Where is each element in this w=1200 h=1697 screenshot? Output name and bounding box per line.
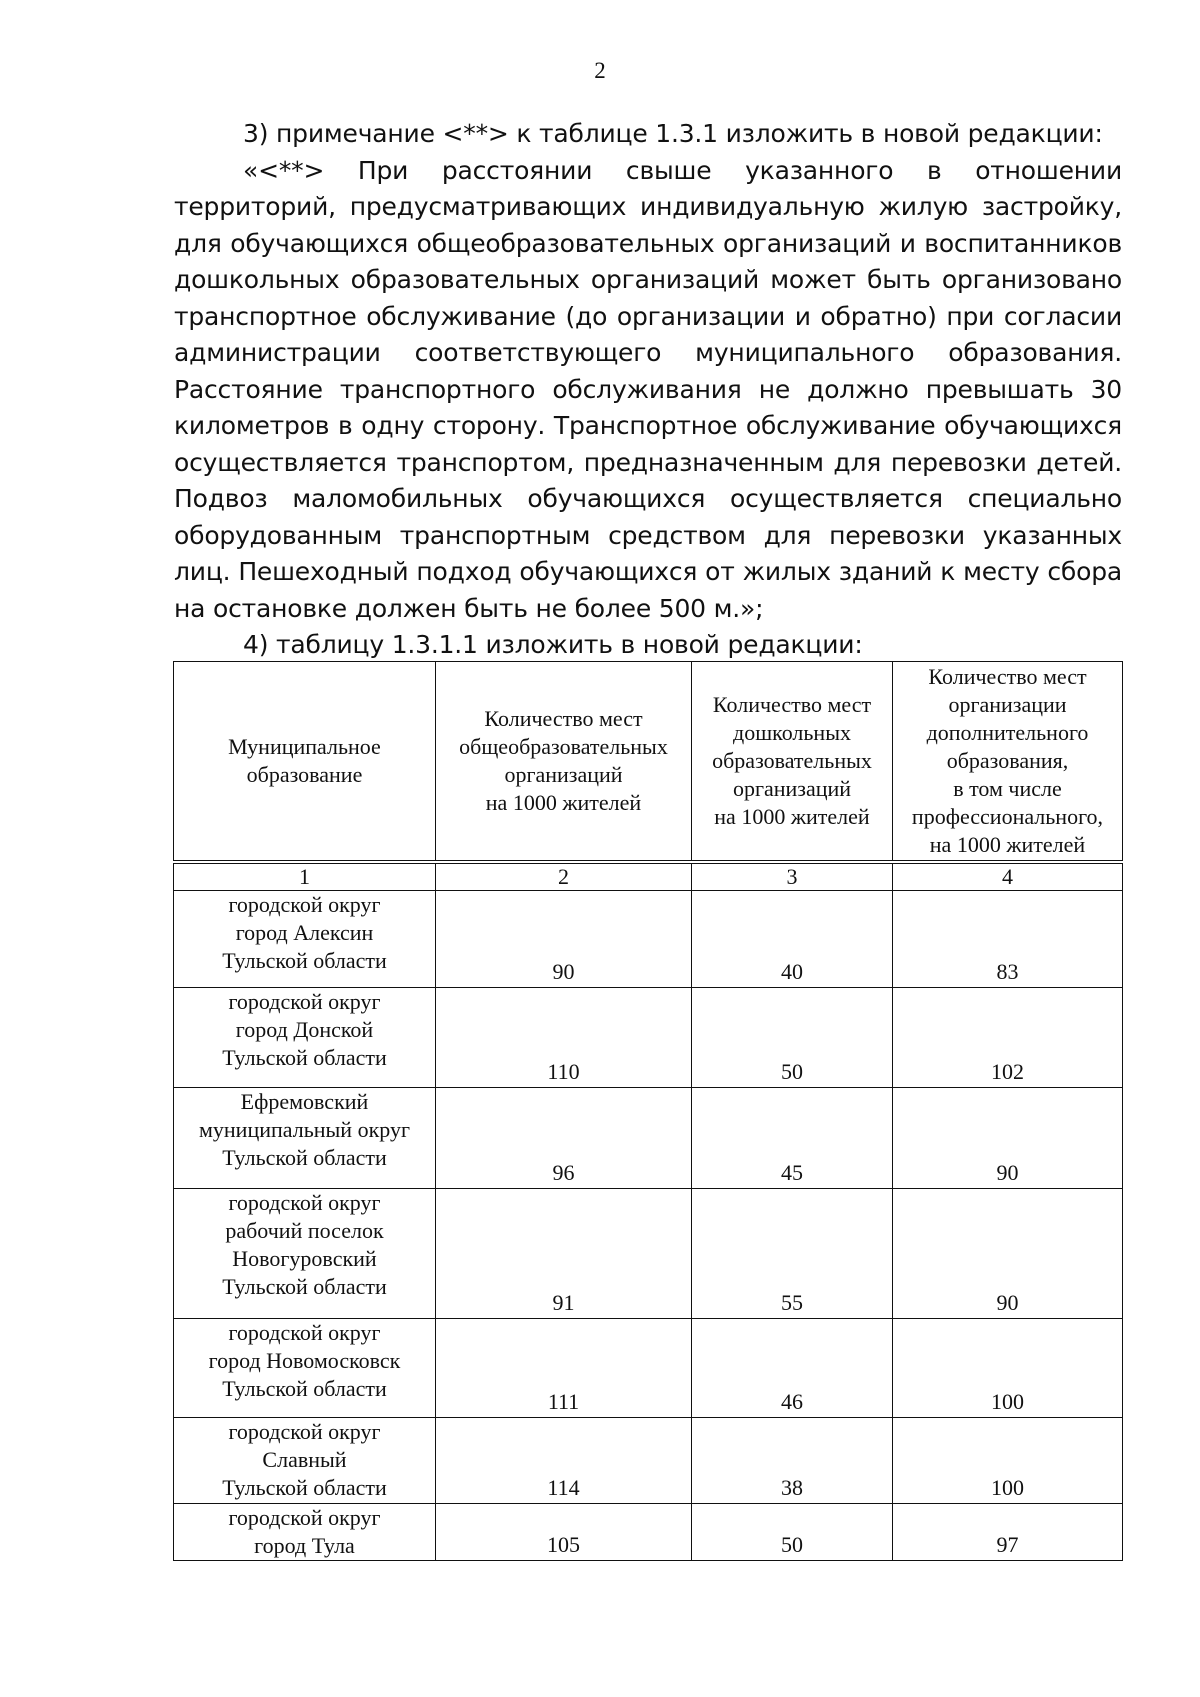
additional-education-value: 90 bbox=[893, 1189, 1123, 1319]
table-row bbox=[174, 891, 1123, 988]
column-number: 1 bbox=[174, 862, 436, 891]
general-education-value: 90 bbox=[436, 891, 692, 988]
general-education-value: 96 bbox=[436, 1088, 692, 1189]
preschool-value: 45 bbox=[692, 1088, 893, 1189]
additional-education-value: 100 bbox=[893, 1319, 1123, 1418]
preschool-value: 46 bbox=[692, 1319, 893, 1418]
additional-education-value: 90 bbox=[893, 1088, 1123, 1189]
table-row bbox=[174, 1319, 1123, 1418]
places-per-1000-table bbox=[173, 661, 1123, 1561]
municipality-name: городской округ рабочий поселок Новогуровский Тульской области bbox=[174, 1189, 436, 1319]
additional-education-value: 97 bbox=[893, 1504, 1123, 1561]
general-education-value: 114 bbox=[436, 1418, 692, 1504]
footnote-text: «<**> При расстоянии свыше указанного в отношении территорий, предусматривающих индивидуальную жилую застройку, для обучающихся общеобразовательных организаций и воспитанников дошкольных образовательных организаций может быть организовано транспортное обслуживание (до организации и обратно) при согласии администрации соответствующего муниципального образования. Расстояние транспортного обслуживания не должно превышать 30 километров в одну сторону. Транспортное обслуживание обучающихся осуществляется транспортом, предназначенным для перевозки детей. Подвоз маломобильных обучающихся осуществляется специально оборудованным транспортным средством для перевозки указанных лиц. Пешеходный подход обучающихся от жилых зданий к месту сбора на остановке должен быть не более 500 м.»; bbox=[174, 155, 1122, 623]
table-row bbox=[174, 1189, 1123, 1319]
general-education-value: 91 bbox=[436, 1189, 692, 1319]
amendment-item-4: 4) таблицу 1.3.1.1 изложить в новой редакции: bbox=[243, 630, 863, 659]
municipality-name: городской округ город Донской Тульской области bbox=[174, 988, 436, 1088]
additional-education-value: 102 bbox=[893, 988, 1123, 1088]
general-education-value: 110 bbox=[436, 988, 692, 1088]
header-general-education: Количество мест общеобразовательных организаций на 1000 жителей bbox=[436, 662, 692, 863]
amendment-item-3: 3) примечание <**> к таблице 1.3.1 изложить в новой редакции: bbox=[243, 119, 1103, 148]
column-number: 4 bbox=[893, 862, 1123, 891]
table-header-row bbox=[174, 662, 1123, 863]
preschool-value: 38 bbox=[692, 1418, 893, 1504]
table-row bbox=[174, 988, 1123, 1088]
general-education-value: 111 bbox=[436, 1319, 692, 1418]
document-body bbox=[174, 116, 1122, 664]
header-preschool: Количество мест дошкольных образовательных организаций на 1000 жителей bbox=[692, 662, 893, 863]
general-education-value: 105 bbox=[436, 1504, 692, 1561]
preschool-value: 50 bbox=[692, 988, 893, 1088]
preschool-value: 50 bbox=[692, 1504, 893, 1561]
municipality-name: городской округ город Новомосковск Тульской области bbox=[174, 1319, 436, 1418]
column-number: 2 bbox=[436, 862, 692, 891]
header-additional-education: Количество мест организации дополнительного образования, в том числе профессионального, на 1000 жителей bbox=[893, 662, 1123, 863]
municipality-name: Ефремовский муниципальный округ Тульской области bbox=[174, 1088, 436, 1189]
preschool-value: 40 bbox=[692, 891, 893, 988]
municipality-name: городской округ Славный Тульской области bbox=[174, 1418, 436, 1504]
page-number: 2 bbox=[594, 58, 606, 83]
table-row bbox=[174, 1088, 1123, 1189]
municipality-name: городской округ город Алексин Тульской области bbox=[174, 891, 436, 988]
municipality-name: городской округ город Тула bbox=[174, 1504, 436, 1561]
additional-education-value: 100 bbox=[893, 1418, 1123, 1504]
additional-education-value: 83 bbox=[893, 891, 1123, 988]
table-row bbox=[174, 1504, 1123, 1561]
preschool-value: 55 bbox=[692, 1189, 893, 1319]
table-row bbox=[174, 1418, 1123, 1504]
column-number: 3 bbox=[692, 862, 893, 891]
header-municipality: Муниципальное образование bbox=[174, 662, 436, 863]
column-number-row bbox=[174, 862, 1123, 891]
